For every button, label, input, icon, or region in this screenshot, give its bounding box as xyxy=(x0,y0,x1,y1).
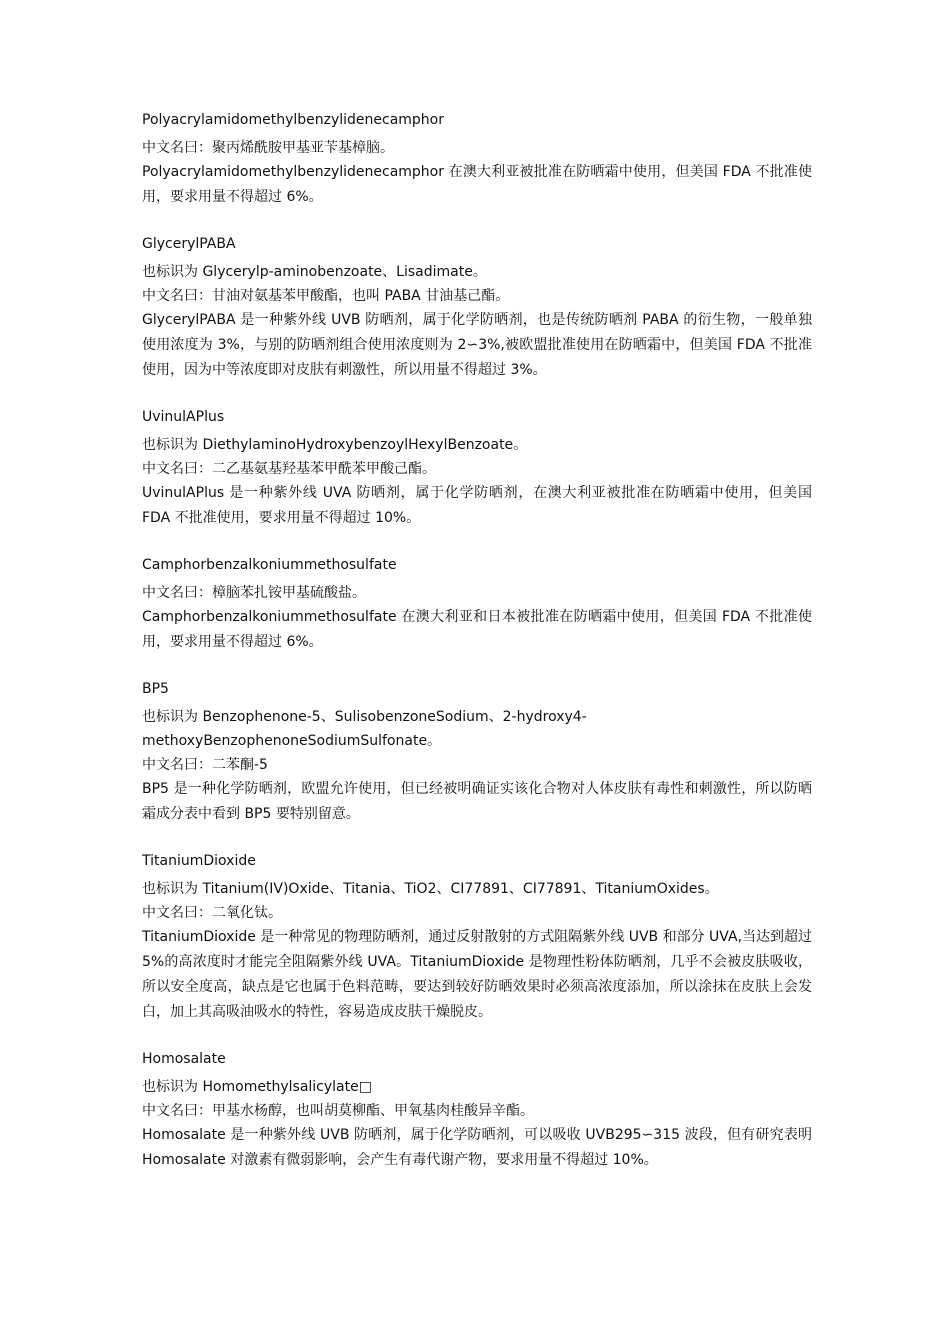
entry-chinese-name: 中文名曰：二乙基氨基羟基苯甲酰苯甲酸己酯。 xyxy=(142,461,436,477)
entry-description: GlycerylPABA 是一种紫外线 UVB 防晒剂，属于化学防晒剂，也是传统防晒剂 PABA 的衍生物，一般单独使用浓度为 3%，与别的防晒剂组合使用浓度则为 2∽3%,被欧盟批准使用在防晒霜中，但美国 FDA 不批准使用，因为中等浓度即对皮肤有刺激性，所以用量不得超过 3%。 xyxy=(142,312,812,378)
entry-aliases: 也标识为 Glycerylp-aminobenzoate、Lisadimate。 xyxy=(142,264,487,280)
entry-description: Camphorbenzalkoniummethosulfate 在澳大利亚和日本被批准在防晒霜中使用，但美国 FDA 不批准使用，要求用量不得超过 6%。 xyxy=(142,609,812,650)
entry-name: Camphorbenzalkoniummethosulfate xyxy=(142,557,397,573)
entry-chinese-name: 中文名曰：甲基水杨醇，也叫胡莫柳酯、甲氧基肉桂酸异辛酯。 xyxy=(142,1103,534,1119)
entry-titaniumdioxide xyxy=(142,849,812,1025)
entry-bp5 xyxy=(142,677,812,827)
entry-homosalate xyxy=(142,1047,812,1173)
entry-name: UvinulAPlus xyxy=(142,409,225,425)
entry-aliases: 也标识为 DiethylaminoHydroxybenzoylHexylBenzoate。 xyxy=(142,437,528,453)
entry-aliases: 也标识为 Titanium(IV)Oxide、Titania、TiO2、CI77891、CI77891、TitaniumOxides。 xyxy=(142,881,719,897)
entry-chinese-name: 中文名曰：二氧化钛。 xyxy=(142,905,282,921)
entry-chinese-name: 中文名曰：樟脑苯扎铵甲基硫酸盐。 xyxy=(142,585,366,601)
document-body xyxy=(142,108,812,1173)
entry-aliases: 也标识为 Benzophenone-5、SulisobenzoneSodium、2-hydroxy4-methoxyBenzophenoneSodiumSulfonate。 xyxy=(142,709,587,749)
entry-name: TitaniumDioxide xyxy=(142,853,256,869)
entry-description: UvinulAPlus 是一种紫外线 UVA 防晒剂，属于化学防晒剂，在澳大利亚被批准在防晒霜中使用，但美国 FDA 不批准使用，要求用量不得超过 10%。 xyxy=(142,485,812,526)
entry-camphorbenzalkoniummethosulfate xyxy=(142,553,812,655)
entry-name: BP5 xyxy=(142,681,169,697)
entry-chinese-name: 中文名曰：聚丙烯酰胺甲基亚苄基樟脑。 xyxy=(142,140,394,156)
entry-uvinulaplus xyxy=(142,405,812,531)
entry-name: Homosalate xyxy=(142,1051,226,1067)
entry-description: TitaniumDioxide 是一种常见的物理防晒剂，通过反射散射的方式阻隔紫外线 UVB 和部分 UVA,当达到超过 5%的高浓度时才能完全阻隔紫外线 UVA。TitaniumDioxide 是物理性粉体防晒剂，几乎不会被皮肤吸收，所以安全度高，缺点是它也属于色料范畴，要达到较好防晒效果时必须高浓度添加，所以涂抹在皮肤上会发白，加上其高吸油吸水的特性，容易造成皮肤干燥脱皮。 xyxy=(142,929,813,1020)
entry-chinese-name: 中文名曰：甘油对氨基苯甲酸酯，也叫 PABA 甘油基己酯。 xyxy=(142,288,510,304)
entry-description: Homosalate 是一种紫外线 UVB 防晒剂，属于化学防晒剂，可以吸收 UVB295∽315 波段，但有研究表明 Homosalate 对激素有微弱影响，会产生有毒代谢产物，要求用量不得超过 10%。 xyxy=(142,1127,812,1168)
entry-glycerylpaba xyxy=(142,232,812,383)
entry-name: GlycerylPABA xyxy=(142,236,236,252)
entry-polyacrylamidomethylbenzylidenecamphor xyxy=(142,108,812,210)
entry-name: Polyacrylamidomethylbenzylidenecamphor xyxy=(142,112,445,128)
entry-aliases: 也标识为 Homomethylsalicylate□ xyxy=(142,1079,372,1095)
entry-description: Polyacrylamidomethylbenzylidenecamphor 在澳大利亚被批准在防晒霜中使用，但美国 FDA 不批准使用，要求用量不得超过 6%。 xyxy=(142,164,812,205)
entry-chinese-name: 中文名曰：二苯酮-5 xyxy=(142,757,268,773)
entry-description: BP5 是一种化学防晒剂，欧盟允许使用，但已经被明确证实该化合物对人体皮肤有毒性和刺激性，所以防晒霜成分表中看到 BP5 要特别留意。 xyxy=(142,781,812,822)
